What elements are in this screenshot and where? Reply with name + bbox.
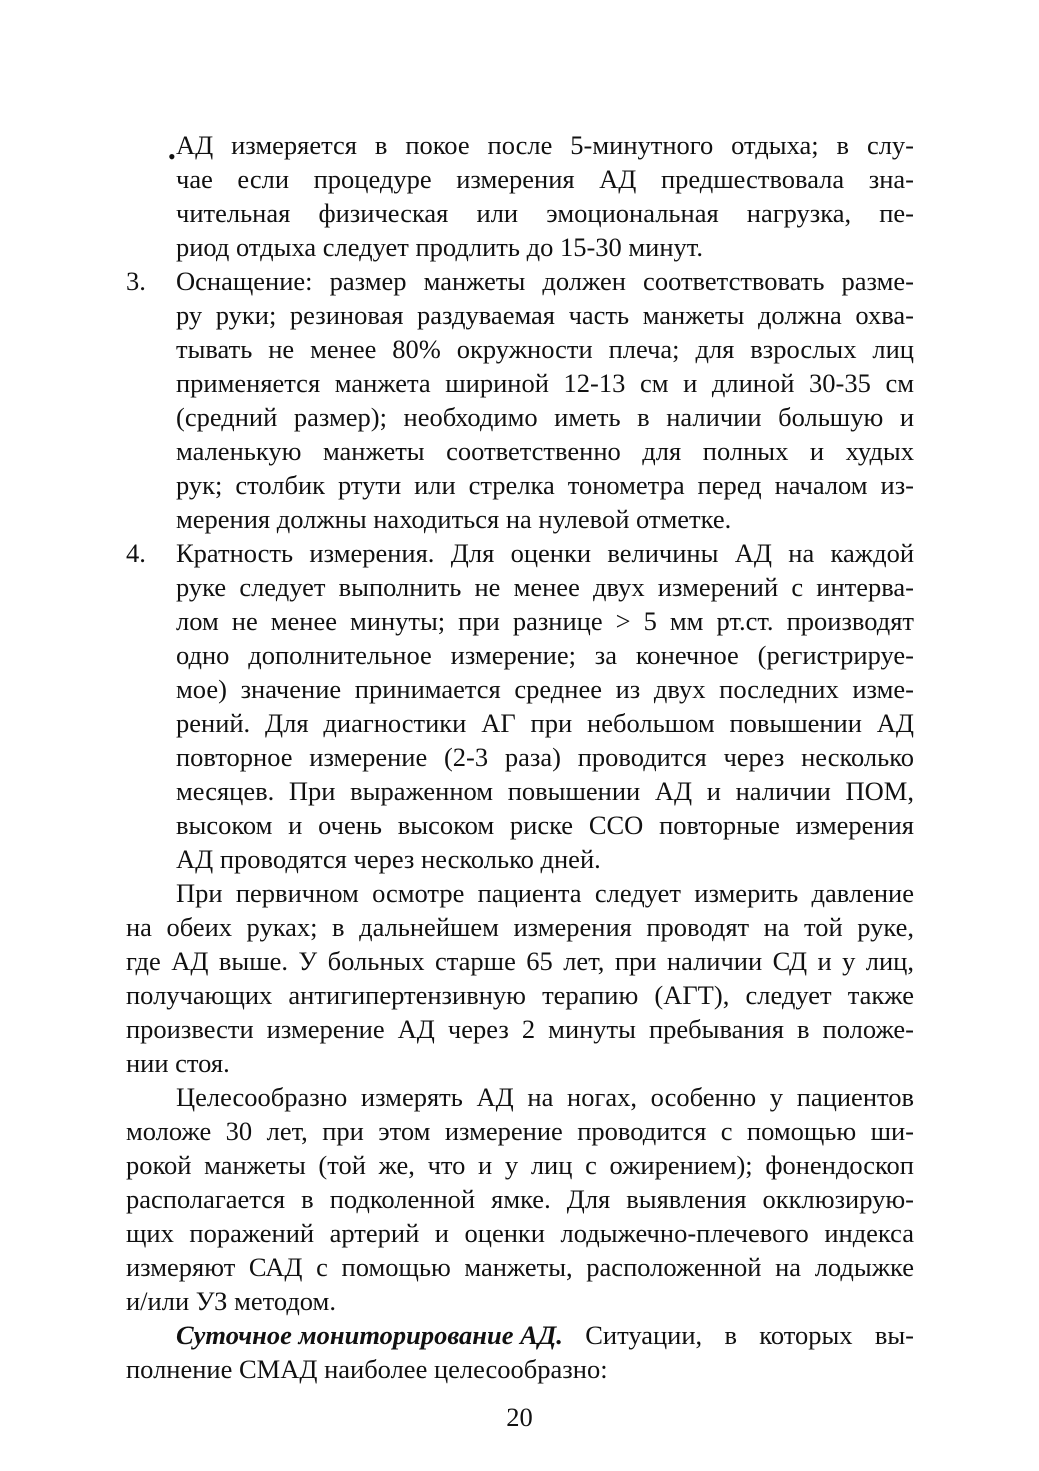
item-4-line-4: одно дополнительное измерение; за конечное (регистрируе- (176, 640, 914, 670)
para-3-line-1-rest: Ситуации, в которых вы- (562, 1320, 914, 1350)
para-1-line-6: нии стоя. (126, 1048, 230, 1078)
item-3-number: 3. (126, 266, 146, 296)
section-heading: Суточное мониторирование АД. (176, 1320, 563, 1350)
item-4-line-9: высоком и очень высоком риске ССО повторные измерения (176, 810, 914, 840)
para-2-line-5: щих поражений артерий и оценки лодыжечно-плечевого индекса (126, 1218, 914, 1248)
para-1-line-4: получающих антигипертензивную терапию (АГТ), следует также (126, 980, 914, 1010)
item-4-number: 4. (126, 538, 146, 568)
item-3-line-5: (средний размер); необходимо иметь в наличии большую и (176, 402, 914, 432)
item-4-line-7: повторное измерение (2-3 раза) проводится через несколько (176, 742, 914, 772)
para-1-line-5: произвести измерение АД через 2 минуты пребывания в положе- (126, 1014, 914, 1044)
item-3-line-2: ру руки; резиновая раздуваемая часть манжеты должна охва- (176, 300, 914, 330)
item-4-line-3: лом не менее минуты; при разнице > 5 мм рт.ст. производят (176, 606, 914, 636)
item-4-line-8: месяцев. При выраженном повышении АД и наличии ПОМ, (176, 776, 914, 806)
para-2-line-6: измеряют САД с помощью манжеты, расположенной на лодыжке (126, 1252, 914, 1282)
para-1-line-2: на обеих руках; в дальнейшем измерения проводят на той руке, (126, 912, 914, 942)
item-3-line-1: Оснащение: размер манжеты должен соответствовать разме- (176, 266, 914, 296)
para-3-line-2: полнение СМАД наиболее целесообразно: (126, 1354, 608, 1384)
bullet-line-4: риод отдыха следует продлить до 15-30 минут. (176, 232, 703, 262)
para-2-line-4: располагается в подколенной ямке. Для выявления окклюзирую- (126, 1184, 914, 1214)
para-3-line-1 (176, 1318, 914, 1352)
item-4-line-5: мое) значение принимается среднее из двух последних изме- (176, 674, 914, 704)
item-3-line-7: рук; столбик ртути или стрелка тонометра перед началом из- (176, 470, 914, 500)
bullet-marker: • (168, 144, 176, 169)
para-2-line-2: моложе 30 лет, при этом измерение проводится с помощью ши- (126, 1116, 914, 1146)
item-3-line-8: мерения должны находиться на нулевой отметке. (176, 504, 732, 534)
item-4-line-1: Кратность измерения. Для оценки величины АД на каждой (176, 538, 914, 568)
item-3-line-4: применяется манжета шириной 12-13 см и длиной 30-35 см (176, 368, 914, 398)
para-1-line-3: где АД выше. У больных старше 65 лет, при наличии СД и у лиц, (126, 946, 914, 976)
bullet-line-3: чительная физическая или эмоциональная нагрузка, пе- (176, 198, 914, 228)
item-4-line-2: руке следует выполнить не менее двух измерений с интерва- (176, 572, 914, 602)
para-1-line-1: При первичном осмотре пациента следует измерить давление (176, 878, 914, 908)
item-4-line-10: АД проводятся через несколько дней. (176, 844, 601, 874)
page-number: 20 (506, 1402, 533, 1432)
item-4-line-6: рений. Для диагностики АГ при небольшом повышении АД (176, 708, 914, 738)
bullet-line-2: чае если процедуре измерения АД предшествовала зна- (176, 164, 914, 194)
bullet-line-1: АД измеряется в покое после 5-минутного отдыха; в слу- (176, 130, 914, 160)
para-2-line-3: рокой манжеты (той же, что и у лиц с ожирением); фонендоскоп (126, 1150, 914, 1180)
para-2-line-1: Целесообразно измерять АД на ногах, особенно у пациентов (176, 1082, 914, 1112)
item-3-line-3: тывать не менее 80% окружности плеча; для взрослых лиц (176, 334, 914, 364)
item-3-line-6: маленькую манжеты соответственно для полных и худых (176, 436, 914, 466)
para-2-line-7: и/или УЗ методом. (126, 1286, 336, 1316)
